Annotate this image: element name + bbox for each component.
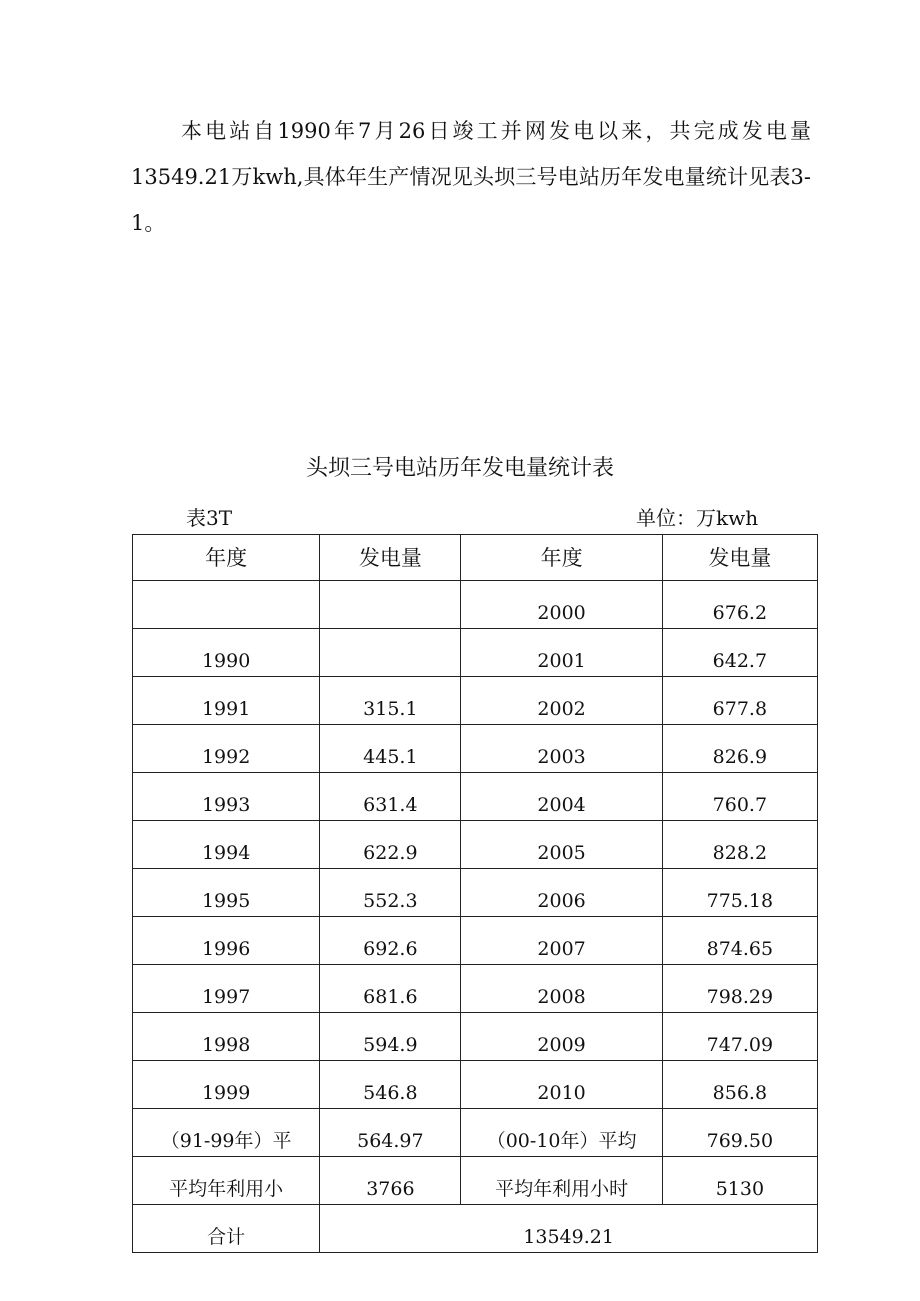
year-cell: 2001	[461, 629, 662, 677]
average-value-left: 564.97	[320, 1109, 461, 1157]
output-cell: 828.2	[662, 821, 817, 869]
year-cell: 1993	[133, 773, 320, 821]
output-cell: 798.29	[662, 965, 817, 1013]
output-cell: 677.8	[662, 677, 817, 725]
year-cell: 2003	[461, 725, 662, 773]
unit-label: 单位：万kwh	[636, 506, 759, 530]
table-row	[133, 869, 818, 917]
output-cell: 445.1	[320, 725, 461, 773]
year-cell: 2007	[461, 917, 662, 965]
total-value: 13549.21	[320, 1205, 818, 1253]
average-row	[133, 1109, 818, 1157]
year-cell: 2004	[461, 773, 662, 821]
total-row	[133, 1205, 818, 1253]
table-row	[133, 965, 818, 1013]
table-row	[133, 1061, 818, 1109]
output-cell: 546.8	[320, 1061, 461, 1109]
hours-label-left: 平均年利用小	[133, 1157, 320, 1205]
year-cell: 2006	[461, 869, 662, 917]
average-label-right: （00-10年）平均	[461, 1109, 662, 1157]
output-cell: 775.18	[662, 869, 817, 917]
year-cell: 2010	[461, 1061, 662, 1109]
average-value-right: 769.50	[662, 1109, 817, 1157]
year-cell: 1996	[133, 917, 320, 965]
year-cell: 1992	[133, 725, 320, 773]
utilization-hours-row	[133, 1157, 818, 1205]
table-row	[133, 725, 818, 773]
output-cell	[320, 629, 461, 677]
average-label-left: （91-99年）平	[133, 1109, 320, 1157]
table-header-row	[133, 535, 818, 581]
year-cell: 2009	[461, 1013, 662, 1061]
output-cell: 642.7	[662, 629, 817, 677]
header-year-left: 年度	[133, 535, 320, 581]
output-cell	[320, 581, 461, 629]
table-row	[133, 629, 818, 677]
table-row	[133, 677, 818, 725]
hours-value-left: 3766	[320, 1157, 461, 1205]
hours-value-right: 5130	[662, 1157, 817, 1205]
output-cell: 760.7	[662, 773, 817, 821]
output-cell: 552.3	[320, 869, 461, 917]
output-cell: 747.09	[662, 1013, 817, 1061]
output-cell: 594.9	[320, 1013, 461, 1061]
output-cell: 692.6	[320, 917, 461, 965]
year-cell: 1990	[133, 629, 320, 677]
table-row	[133, 821, 818, 869]
year-cell	[133, 581, 320, 629]
output-cell: 856.8	[662, 1061, 817, 1109]
table-row	[133, 1013, 818, 1061]
output-cell: 622.9	[320, 821, 461, 869]
year-cell: 1995	[133, 869, 320, 917]
year-cell: 2005	[461, 821, 662, 869]
generation-table	[132, 534, 818, 1253]
header-output-left: 发电量	[320, 535, 461, 581]
header-output-right: 发电量	[662, 535, 817, 581]
output-cell: 826.9	[662, 725, 817, 773]
header-year-right: 年度	[461, 535, 662, 581]
year-cell: 2002	[461, 677, 662, 725]
output-cell: 874.65	[662, 917, 817, 965]
total-label: 合计	[133, 1205, 320, 1253]
year-cell: 1999	[133, 1061, 320, 1109]
output-cell: 676.2	[662, 581, 817, 629]
year-cell: 2008	[461, 965, 662, 1013]
hours-label-right: 平均年利用小时	[461, 1157, 662, 1205]
table-title: 头坝三号电站历年发电量统计表	[305, 456, 614, 481]
year-cell: 2000	[461, 581, 662, 629]
table-row	[133, 773, 818, 821]
year-cell: 1998	[133, 1013, 320, 1061]
year-cell: 1997	[133, 965, 320, 1013]
intro-paragraph: 本电站自1990年7月26日竣工并网发电以来，共完成发电量13549.21万kwh,具体年生产情况见头坝三号电站历年发电量统计见表3-1。	[131, 119, 811, 235]
year-cell: 1991	[133, 677, 320, 725]
output-cell: 315.1	[320, 677, 461, 725]
output-cell: 631.4	[320, 773, 461, 821]
table-row	[133, 581, 818, 629]
table-row	[133, 917, 818, 965]
output-cell: 681.6	[320, 965, 461, 1013]
year-cell: 1994	[133, 821, 320, 869]
table-caption: 表3T	[186, 506, 233, 530]
